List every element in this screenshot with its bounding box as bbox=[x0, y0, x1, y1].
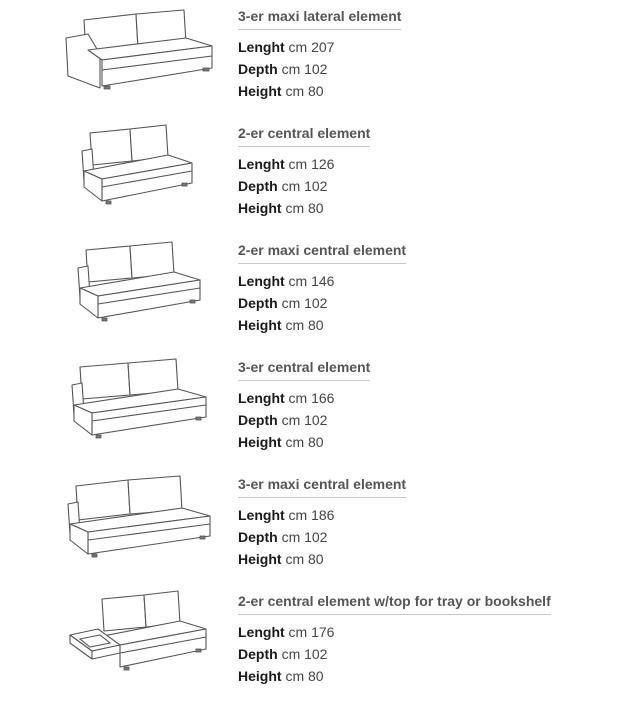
height-value: cm 80 bbox=[285, 317, 324, 333]
product-title: 3-er central element bbox=[238, 359, 370, 381]
product-specs bbox=[238, 8, 401, 102]
height-spec bbox=[238, 197, 370, 219]
product-specs bbox=[238, 593, 551, 687]
height-spec bbox=[238, 548, 406, 570]
depth-spec bbox=[238, 643, 551, 665]
depth-spec bbox=[238, 526, 406, 548]
product-item bbox=[0, 355, 638, 472]
length-spec bbox=[238, 153, 370, 175]
length-spec bbox=[238, 504, 406, 526]
height-spec bbox=[238, 665, 551, 687]
length-label: Lenght bbox=[238, 507, 285, 523]
height-label: Height bbox=[238, 200, 282, 216]
product-item bbox=[0, 589, 638, 706]
product-title: 2-er central element bbox=[238, 125, 370, 147]
depth-label: Depth bbox=[238, 61, 278, 77]
height-value: cm 80 bbox=[285, 83, 324, 99]
height-value: cm 80 bbox=[285, 668, 324, 684]
depth-spec bbox=[238, 58, 401, 80]
sofa-3-seat-maxi-lateral-illustration bbox=[58, 4, 218, 104]
depth-label: Depth bbox=[238, 178, 278, 194]
length-value: cm 146 bbox=[288, 273, 335, 289]
product-specs bbox=[238, 125, 370, 219]
height-value: cm 80 bbox=[285, 200, 324, 216]
height-label: Height bbox=[238, 551, 282, 567]
product-item bbox=[0, 4, 638, 121]
product-item bbox=[0, 238, 638, 355]
sofa-3-seat-central-illustration bbox=[58, 355, 218, 455]
product-title: 3-er maxi central element bbox=[238, 476, 406, 498]
sofa-3-seat-maxi-central-illustration bbox=[58, 472, 218, 572]
product-item bbox=[0, 472, 638, 589]
product-title: 2-er maxi central element bbox=[238, 242, 406, 264]
length-value: cm 126 bbox=[288, 156, 335, 172]
height-spec bbox=[238, 431, 370, 453]
depth-value: cm 102 bbox=[281, 178, 328, 194]
length-value: cm 166 bbox=[288, 390, 335, 406]
product-specs bbox=[238, 476, 406, 570]
length-label: Lenght bbox=[238, 273, 285, 289]
depth-value: cm 102 bbox=[281, 295, 328, 311]
depth-spec bbox=[238, 175, 370, 197]
length-spec bbox=[238, 270, 406, 292]
length-label: Lenght bbox=[238, 156, 285, 172]
sofa-2-seat-maxi-central-illustration bbox=[58, 238, 218, 338]
height-spec bbox=[238, 314, 406, 336]
height-spec bbox=[238, 80, 401, 102]
depth-value: cm 102 bbox=[281, 646, 328, 662]
length-value: cm 176 bbox=[288, 624, 335, 640]
height-label: Height bbox=[238, 434, 282, 450]
length-spec bbox=[238, 387, 370, 409]
depth-label: Depth bbox=[238, 646, 278, 662]
length-value: cm 186 bbox=[288, 507, 335, 523]
sofa-2-seat-with-tray-top-illustration bbox=[58, 589, 218, 689]
length-value: cm 207 bbox=[288, 39, 335, 55]
depth-label: Depth bbox=[238, 412, 278, 428]
height-value: cm 80 bbox=[285, 434, 324, 450]
height-label: Height bbox=[238, 83, 282, 99]
length-label: Lenght bbox=[238, 390, 285, 406]
length-spec bbox=[238, 36, 401, 58]
product-title: 3-er maxi lateral element bbox=[238, 8, 401, 30]
depth-value: cm 102 bbox=[281, 412, 328, 428]
depth-value: cm 102 bbox=[281, 61, 328, 77]
length-label: Lenght bbox=[238, 39, 285, 55]
product-specs bbox=[238, 359, 370, 453]
depth-label: Depth bbox=[238, 295, 278, 311]
depth-spec bbox=[238, 409, 370, 431]
sofa-2-seat-central-illustration bbox=[58, 121, 218, 221]
height-label: Height bbox=[238, 668, 282, 684]
depth-spec bbox=[238, 292, 406, 314]
depth-label: Depth bbox=[238, 529, 278, 545]
height-label: Height bbox=[238, 317, 282, 333]
height-value: cm 80 bbox=[285, 551, 324, 567]
product-specs bbox=[238, 242, 406, 336]
length-spec bbox=[238, 621, 551, 643]
product-item bbox=[0, 121, 638, 238]
depth-value: cm 102 bbox=[281, 529, 328, 545]
product-title: 2-er central element w/top for tray or bookshelf bbox=[238, 593, 551, 615]
length-label: Lenght bbox=[238, 624, 285, 640]
